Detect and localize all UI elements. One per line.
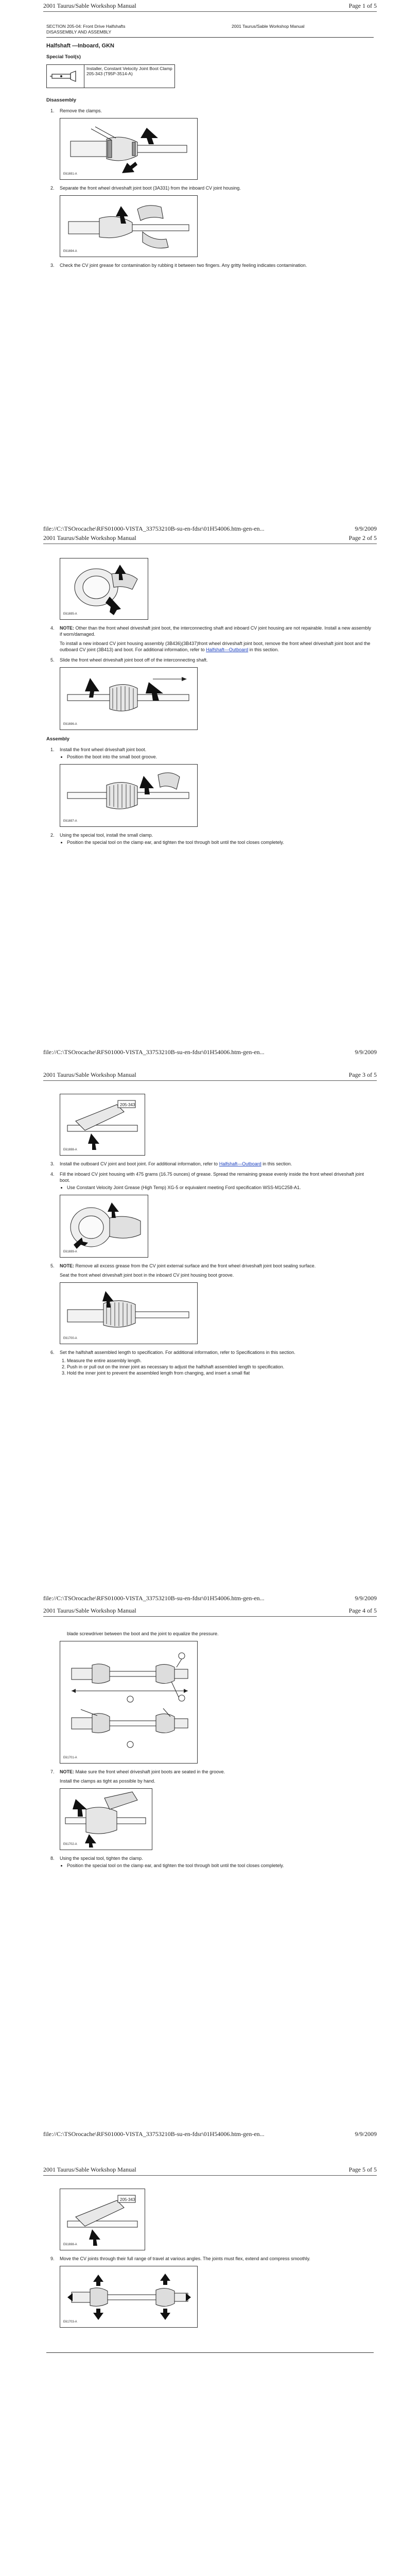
step-text: Fill the inboard CV joint housing with 475 grams (16.75 ounces) of grease. Spread the remaining grease evenly inside the front wheel driveshaft joint boot.	[60, 1172, 364, 1183]
step-6-continuation: blade screwdriver between the boot and the joint to equalize the pressure.	[67, 1631, 219, 1636]
header-title: 2001 Taurus/Sable Workshop Manual	[43, 534, 136, 541]
note-label: NOTE:	[60, 1769, 74, 1774]
disassembly-step-5	[46, 657, 374, 663]
figure-separate-boot	[60, 195, 198, 257]
step-text: Other than the front wheel driveshaft joint boot, the interconnecting shaft and inboard CV joint housing are not repairable. Install a new assembly if worn/damaged.	[60, 625, 371, 637]
note-label: NOTE:	[60, 625, 74, 631]
assembly-step-9	[46, 2256, 374, 2262]
step-number: 5.	[50, 1263, 55, 1268]
header-page-number: Page 4 of 5	[348, 1607, 377, 1614]
page-header-title	[43, 532, 377, 544]
special-tools-heading: Special Tool(s)	[46, 54, 81, 60]
figure-id: E61697-A	[63, 820, 77, 823]
halfshaft-outboard-link[interactable]: Halfshaft—Outboard	[206, 647, 249, 652]
clamp-installer-icon	[49, 66, 78, 87]
figure-id: E61695-A	[63, 613, 77, 616]
page-5-content	[46, 2184, 374, 2353]
figure-id: E61698-A	[63, 1148, 77, 1151]
step-number: 4.	[50, 1172, 55, 1177]
step-text: Remove the clamps.	[60, 108, 102, 113]
figure-clamp-tool-final	[60, 2189, 145, 2250]
figure-seat-boot	[60, 1282, 198, 1344]
page-footer	[43, 2130, 377, 2139]
assembly-step-1	[46, 747, 374, 760]
page-2	[0, 523, 420, 1059]
note-label: NOTE:	[60, 1263, 74, 1268]
page-footer	[43, 1048, 377, 1057]
step-bullets	[60, 754, 374, 760]
halfshaft-outboard-link[interactable]: Halfshaft—Outboard	[219, 1161, 261, 1166]
tool-number: 205-343 (T95P-3514-A)	[86, 71, 133, 76]
step-bullets	[60, 1862, 374, 1869]
assembly-step-2	[46, 832, 374, 845]
file-path: file://C:\TSOrocache\RFS01000-VISTA_33753210B-su-en-fdsr\01H54006.htm-gen-en...	[43, 525, 265, 532]
step-text: Remove all excess grease from the CV joint external surface and the front wheel driveshaft joint boot sealing surface.	[75, 1263, 316, 1268]
figure-id: E61694-A	[63, 250, 77, 253]
figure-install-boot	[60, 764, 198, 827]
assembly-step-6	[46, 1349, 374, 1376]
assembly-heading: Assembly	[46, 736, 69, 742]
step-number: 7.	[50, 1769, 55, 1774]
step-number: 1.	[50, 747, 55, 752]
step-bullet: • Position the boot into the small boot groove.	[67, 754, 374, 760]
disassembly-step-3	[46, 262, 374, 268]
footer-file-path: file://C:\TSOrocache\RFS01000-VISTA_33753210B-su-en-fdsr\01H54006.htm-gen-en...	[43, 2130, 265, 2138]
page-3-content	[46, 1090, 374, 1379]
figure-id: E61699-A	[63, 1250, 77, 1253]
tool-callout: 205-343	[120, 2197, 135, 2202]
header-page-number: Page 1 of 5	[348, 2, 377, 9]
header-title: 2001 Taurus/Sable Workshop Manual	[43, 2166, 136, 2173]
page-4-content	[46, 1628, 374, 1872]
header-title: 2001 Taurus/Sable Workshop Manual	[43, 1607, 136, 1614]
step-bullets	[60, 1184, 374, 1191]
tool-image-cell	[47, 65, 84, 88]
substep: 3. Hold the inner joint to prevent the assembled length from changing, and insert a small flat	[62, 1370, 250, 1376]
step-number: 3.	[50, 263, 55, 268]
step-7-paragraph: Install the clamps as tight as possible by hand.	[60, 1778, 155, 1784]
figure-id: E61703-A	[63, 2320, 77, 2324]
step-text: Separate the front wheel driveshaft joint boot (3A331) from the inboard CV joint housing.	[60, 185, 241, 191]
tool-description-cell	[84, 65, 175, 88]
assembly-step-5	[46, 1263, 374, 1269]
step-text: Move the CV joints through their full range of travel at various angles. The joints must flex, extend and compress smoothly.	[60, 2256, 310, 2261]
page-3	[0, 1069, 420, 1605]
step-sublist	[60, 1358, 374, 1376]
tool-description: Installer, Constant Velocity Joint Boot Clamp	[86, 66, 172, 71]
step-number: 1.	[50, 108, 55, 113]
step-text: Make sure the front wheel driveshaft joint boots are seated in the groove.	[75, 1769, 225, 1774]
step-number: 4.	[50, 625, 55, 631]
figure-id: E61702-A	[63, 1843, 77, 1846]
print-date: 9/9/2009	[355, 525, 377, 532]
tool-callout: 205-343	[120, 1103, 135, 1107]
step-number: 8.	[50, 1856, 55, 1861]
paragraph-text: To install a new inboard CV joint housing assembly (3B436)(3B437)front wheel driveshaft joint boot, remove the front wheel driveshaft joint boot and the outboard CV joint (3B413) and boot. For additional information, refer to	[60, 641, 371, 652]
step-number: 6.	[50, 1350, 55, 1355]
step-number: 3.	[50, 1161, 55, 1166]
page-header	[43, 0, 377, 12]
figure-id: E61700-A	[63, 1337, 77, 1340]
paragraph-suffix: in this section.	[249, 647, 279, 652]
figure-slide-boot	[60, 667, 198, 730]
end-divider	[46, 2352, 374, 2353]
page-2-content	[46, 554, 374, 849]
substep: 2. Push in or pull out on the inner joint as necessary to adjust the halfshaft assembled length to specification.	[62, 1364, 285, 1369]
special-tools-table	[46, 64, 175, 88]
section-row	[46, 23, 374, 38]
figure-id: E61701-A	[63, 1756, 77, 1759]
page-header	[43, 1069, 377, 1081]
disassembly-step-1	[46, 108, 374, 114]
step-number: 5.	[50, 657, 55, 663]
section-manual-name: 2001 Taurus/Sable Workshop Manual	[232, 24, 305, 29]
disassembly-heading: Disassembly	[46, 97, 77, 103]
footer-date: 9/9/2009	[355, 1048, 377, 1056]
assembly-step-8	[46, 1855, 374, 1869]
disassembly-step-4	[46, 625, 374, 637]
page-header	[43, 2164, 377, 2176]
header-title: 2001 Taurus/Sable Workshop Manual	[43, 1071, 136, 1078]
step-text: Using the special tool, install the small clamp.	[60, 833, 153, 838]
step-number: 2.	[50, 185, 55, 191]
step-text: Using the special tool, tighten the clamp.	[60, 1856, 143, 1861]
step-text: Slide the front wheel driveshaft joint boot off of the interconnecting shaft.	[60, 657, 208, 663]
substep: 1. Measure the entire assembly length.	[62, 1358, 142, 1363]
page-1	[0, 0, 420, 536]
step-text: Set the halfshaft assembled length to specification. For additional information, refer to Specifications in this section.	[60, 1350, 295, 1355]
figure-tighten-clamp	[60, 1788, 152, 1850]
step-bullet: • Use Constant Velocity Joint Grease (High Temp) XG-5 or equivalent meeting Ford specification WSS-M1C258-A1.	[67, 1184, 374, 1191]
figure-id: E61698-A	[63, 2243, 77, 2246]
figure-grease-check	[60, 558, 148, 620]
figure-clamp-tool	[60, 1094, 145, 1156]
step-bullet: • Position the special tool on the clamp ear, and tighten the tool through bolt until the tool closes completely.	[67, 839, 374, 845]
figure-cv-joint-travel	[60, 2266, 198, 2328]
header-page-number: Page 2 of 5	[348, 534, 377, 541]
header-page-number: Page 5 of 5	[348, 2166, 377, 2173]
header-title: 2001 Taurus/Sable Workshop Manual	[43, 2, 136, 9]
figure-remove-clamps	[60, 118, 198, 180]
step-number: 9.	[50, 2256, 55, 2261]
page-4	[0, 1605, 420, 2141]
footer-file-path: file://C:\TSOrocache\RFS01000-VISTA_33753210B-su-en-fdsr\01H54006.htm-gen-en...	[43, 1595, 265, 1602]
step-bullet: • Position the special tool on the clamp ear, and tighten the tool through bolt until the tool closes completely.	[67, 1862, 374, 1869]
page-title: Halfshaft —Inboard, GKN	[46, 43, 115, 49]
step-5-paragraph: Seat the front wheel driveshaft joint boot in the inboard CV joint housing boot groove.	[60, 1273, 234, 1278]
step-4-paragraph	[60, 640, 374, 653]
footer-file-path: file://C:\TSOrocache\RFS01000-VISTA_33753210B-su-en-fdsr\01H54006.htm-gen-en...	[43, 1048, 265, 1056]
section-label: SECTION 205-04: Front Drive Halfshafts DISASSEMBLY AND ASSEMBLY	[46, 24, 126, 35]
disassembly-step-2	[46, 185, 374, 191]
header-page-number: Page 3 of 5	[348, 1071, 377, 1078]
step-text: Install the outboard CV joint and boot joint. For additional information, refer to	[60, 1161, 218, 1166]
footer-date: 9/9/2009	[355, 1595, 377, 1602]
page-1-content	[46, 23, 374, 272]
step-text: Check the CV joint grease for contamination by rubbing it between two fingers. Any gritty feeling indicates contamination.	[60, 263, 307, 268]
assembly-step-4	[46, 1171, 374, 1191]
step-suffix: in this section.	[262, 1161, 292, 1166]
footer-date: 9/9/2009	[355, 2130, 377, 2138]
figure-id: E61691-A	[63, 173, 77, 176]
assembly-step-7	[46, 1769, 374, 1775]
page-footer	[43, 1595, 377, 1603]
step-bullets	[60, 839, 374, 845]
page-5	[0, 2164, 420, 2576]
figure-fill-grease	[60, 1195, 148, 1258]
figure-id: E61696-A	[63, 723, 77, 726]
page-header	[43, 1605, 377, 1617]
figure-assembled-length	[60, 1641, 198, 1764]
step-number: 2.	[50, 833, 55, 838]
step-text: Install the front wheel driveshaft joint boot.	[60, 747, 147, 752]
assembly-step-3	[46, 1161, 374, 1167]
